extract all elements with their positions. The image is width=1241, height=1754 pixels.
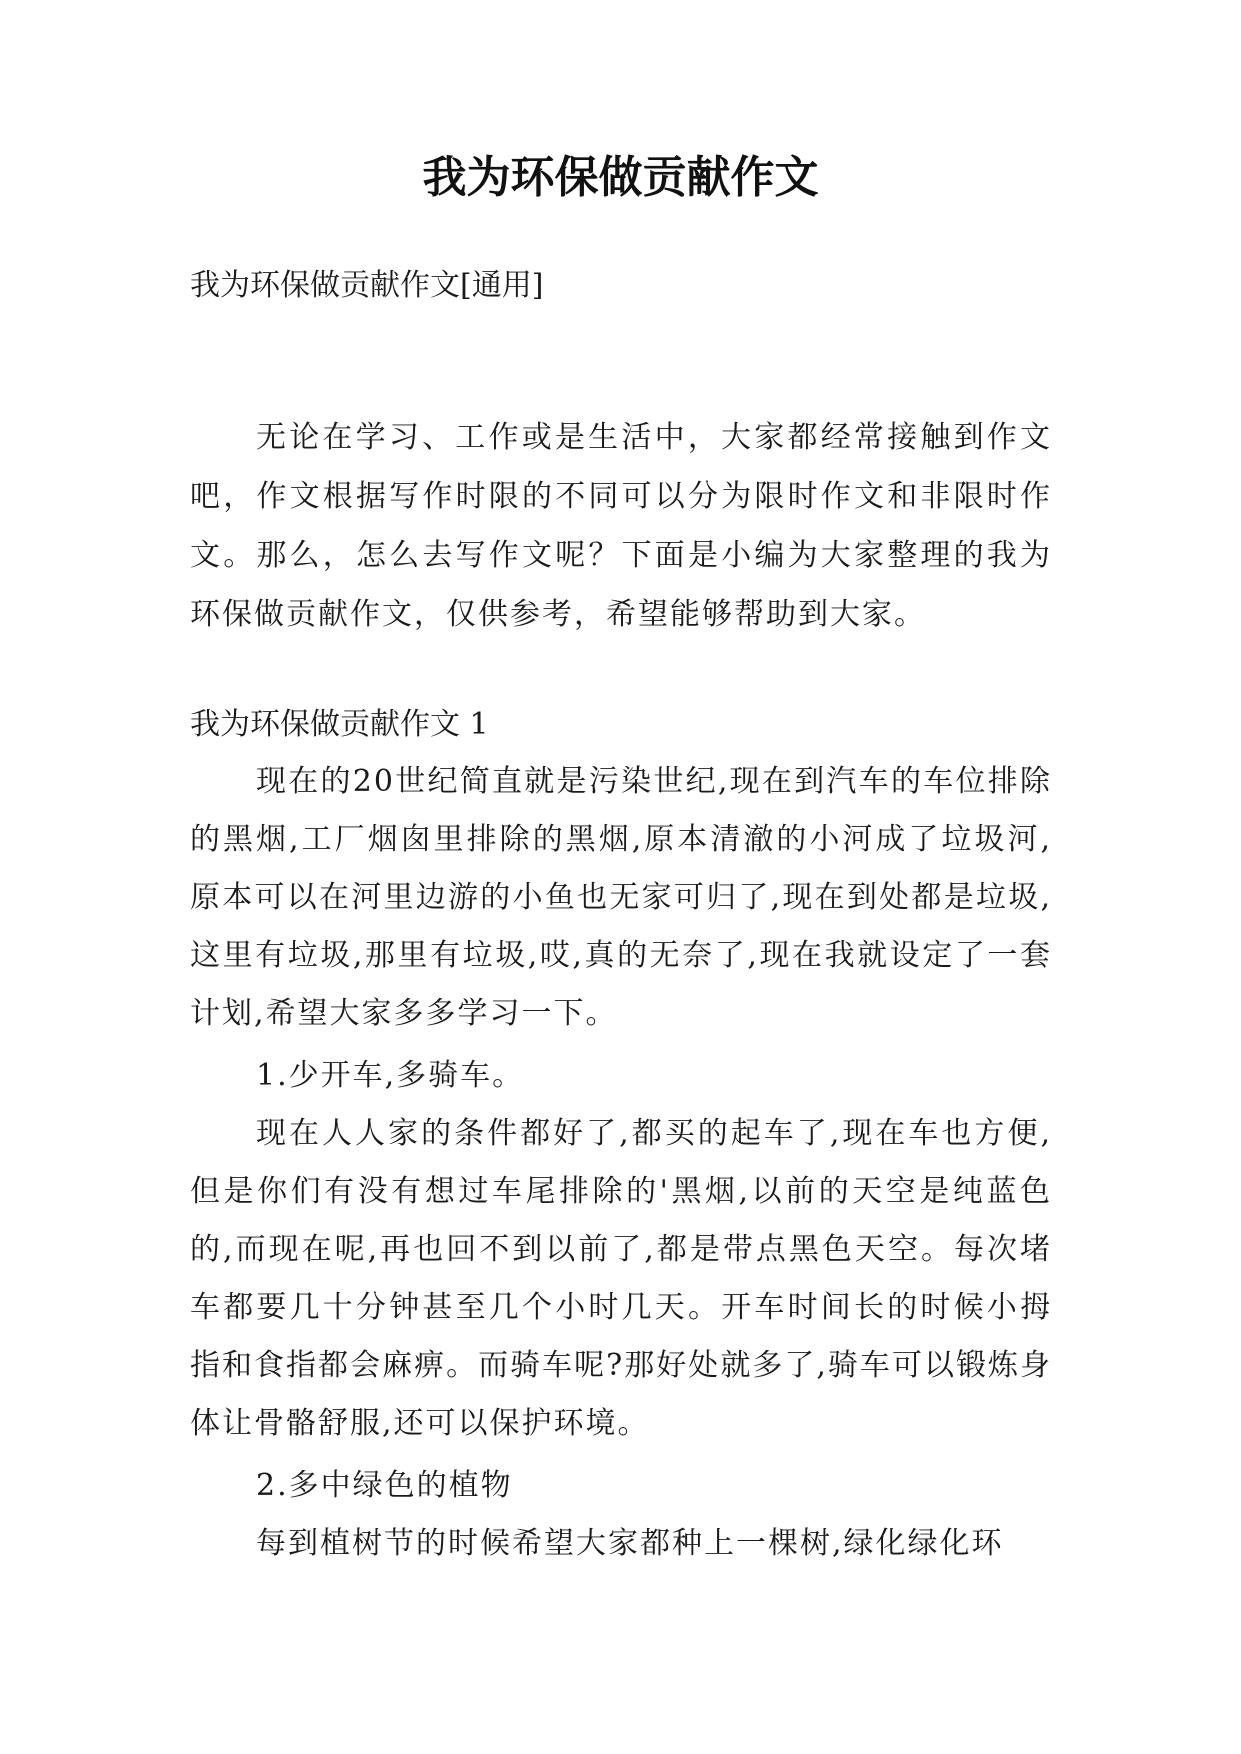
section-heading: 我为环保做贡献作文 1 xyxy=(190,707,489,742)
intro-paragraph: 无论在学习、工作或是生活中，大家都经常接触到作文吧，作文根据写作时限的不同可以分为限时作文和非限时作文。那么，怎么去写作文呢？下面是小编为大家整理的我为环保做贡献作文，仅供参考，希望能够帮助到大家。 xyxy=(190,420,1052,632)
body-paragraph: 现在的20世纪简直就是污染世纪,现在到汽车的车位排除的黑烟,工厂烟囱里排除的黑烟,原本清澈的小河成了垃圾河,原本可以在河里边游的小鱼也无家可归了,现在到处都是垃圾,这里有垃圾,那里有垃圾,哎,真的无奈了,现在我就设定了一套计划,希望大家多多学习一下。 xyxy=(190,764,1052,1031)
body-paragraph: 现在人人家的条件都好了,都买的起车了,现在车也方便,但是你们有没有想过车尾排除的'黑烟,以前的天空是纯蓝色的,而现在呢,再也回不到以前了,都是带点黑色天空。每次堵车都要几十分钟甚至几个小时几天。开车时间长的时候小拇指和食指都会麻痹。而骑车呢?那好处就多了,骑车可以锻炼身体让骨骼舒服,还可以保护环境。 xyxy=(190,1116,1052,1441)
list-item-heading: 2.多中绿色的植物 xyxy=(256,1468,513,1503)
body-paragraph: 每到植树节的时候希望大家都种上一棵树,绿化绿化环 xyxy=(256,1526,1004,1561)
document-title: 我为环保做贡献作文 xyxy=(422,152,819,203)
document-subtitle: 我为环保做贡献作文[通用] xyxy=(190,268,544,303)
list-item-heading: 1.少开车,多骑车。 xyxy=(256,1058,525,1093)
